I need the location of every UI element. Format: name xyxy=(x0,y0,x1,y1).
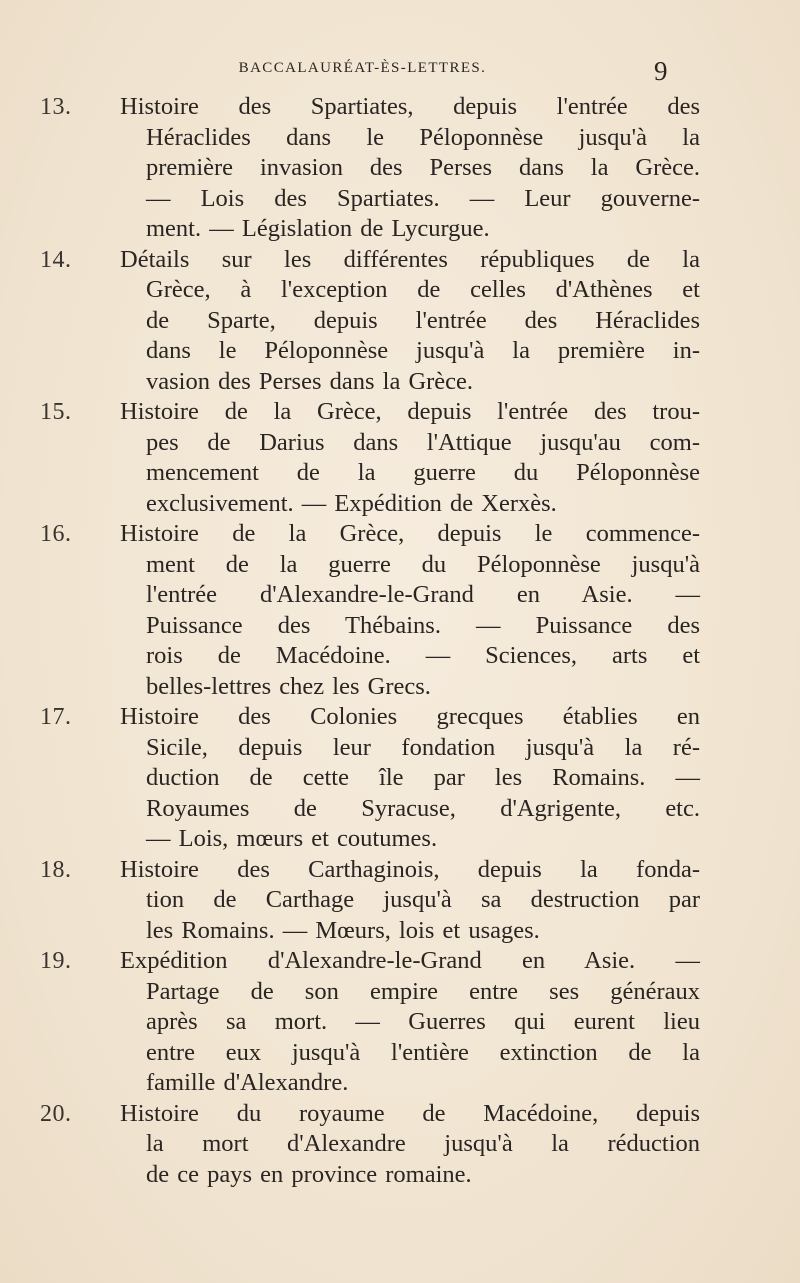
entry-text-line: Royaumes de Syracuse, d'Agrigente, etc. xyxy=(146,794,700,822)
entry-text-line: de Sparte, depuis l'entrée des Héraclides xyxy=(146,306,700,334)
entry-text-line: Puissance des Thébains. — Puissance des xyxy=(146,611,700,639)
entry-text-line: Grèce, à l'exception de celles d'Athènes et xyxy=(146,276,700,303)
entry-text-line: exclusivement. — Expédition de Xerxès. xyxy=(146,489,557,517)
entry-number: 20. xyxy=(40,1100,72,1127)
list-item xyxy=(40,1099,700,1191)
entry-text-line: Expédition d'Alexandre-le-Grand en Asie. — xyxy=(120,947,700,974)
list-item xyxy=(40,245,700,398)
entry-text-line: Détails sur les différentes républiques de la xyxy=(120,245,700,273)
entry-text-line: l'entrée d'Alexandre-le-Grand en Asie. — xyxy=(146,581,700,608)
syllabus-list xyxy=(40,92,700,1190)
running-head: BACCALAURÉAT-ÈS-LETTRES. xyxy=(238,60,487,76)
entry-text-line: ment. — Législation de Lycurgue. xyxy=(146,215,490,242)
entry-text-line: Histoire des Spartiates, depuis l'entrée des xyxy=(120,93,700,120)
entry-number: 18. xyxy=(40,856,72,883)
list-item xyxy=(40,855,700,947)
entry-text-line: Histoire de la Grèce, depuis le commence- xyxy=(120,520,700,547)
entry-text-line: rois de Macédoine. — Sciences, arts et xyxy=(146,642,700,669)
entry-text-line: Histoire des Colonies grecques établies en xyxy=(120,703,700,730)
entry-text-line: Héraclides dans le Péloponnèse jusqu'à la xyxy=(146,123,700,151)
entry-text-line: après sa mort. — Guerres qui eurent lieu xyxy=(146,1008,700,1035)
entry-number: 14. xyxy=(40,246,72,273)
entry-number: 13. xyxy=(40,94,72,120)
entry-text-line: famille d'Alexandre. xyxy=(146,1069,349,1096)
entry-text-line: pes de Darius dans l'Attique jusqu'au com- xyxy=(146,428,700,456)
entry-text-line: Sicile, depuis leur fondation jusqu'à la ré- xyxy=(146,733,700,761)
entry-text-line: Partage de son empire entre ses généraux xyxy=(146,977,700,1005)
entry-text-line: la mort d'Alexandre jusqu'à la réduction xyxy=(146,1130,700,1157)
entry-text-line: vasion des Perses dans la Grèce. xyxy=(146,367,474,395)
entry-text-line: Histoire de la Grèce, depuis l'entrée des trou- xyxy=(120,398,700,425)
page-number: 9 xyxy=(654,56,668,86)
entry-number: 15. xyxy=(40,399,72,425)
entry-text-line: mencement de la guerre du Péloponnèse xyxy=(146,459,700,486)
entry-text-line: Histoire du royaume de Macédoine, depuis xyxy=(120,1099,700,1127)
entry-text-line: duction de cette île par les Romains. — xyxy=(146,764,700,791)
entry-text-line: tion de Carthage jusqu'à sa destruction par xyxy=(146,886,700,913)
entry-number: 17. xyxy=(40,704,72,730)
entry-text-line: de ce pays en province romaine. xyxy=(146,1160,472,1188)
entry-text-line: — Lois, mœurs et coutumes. xyxy=(146,825,438,852)
list-item xyxy=(40,702,700,855)
entry-text-line: dans le Péloponnèse jusqu'à la première in- xyxy=(146,337,700,364)
entry-text-line: Histoire des Carthaginois, depuis la fonda- xyxy=(120,855,700,883)
list-item xyxy=(40,397,700,519)
list-item xyxy=(40,92,700,245)
entry-text-line: ment de la guerre du Péloponnèse jusqu'à xyxy=(146,550,700,578)
entry-text-line: — Lois des Spartiates. — Leur gouverne- xyxy=(146,184,700,212)
entry-number: 19. xyxy=(40,948,72,974)
entry-number: 16. xyxy=(40,521,72,547)
entry-text-line: belles-lettres chez les Grecs. xyxy=(146,672,431,700)
list-item xyxy=(40,946,700,1099)
entry-text-line: première invasion des Perses dans la Grèce. xyxy=(146,154,700,181)
entry-text-line: entre eux jusqu'à l'entière extinction de la xyxy=(146,1038,700,1066)
entry-text-line: les Romains. — Mœurs, lois et usages. xyxy=(146,916,540,944)
list-item xyxy=(40,519,700,702)
